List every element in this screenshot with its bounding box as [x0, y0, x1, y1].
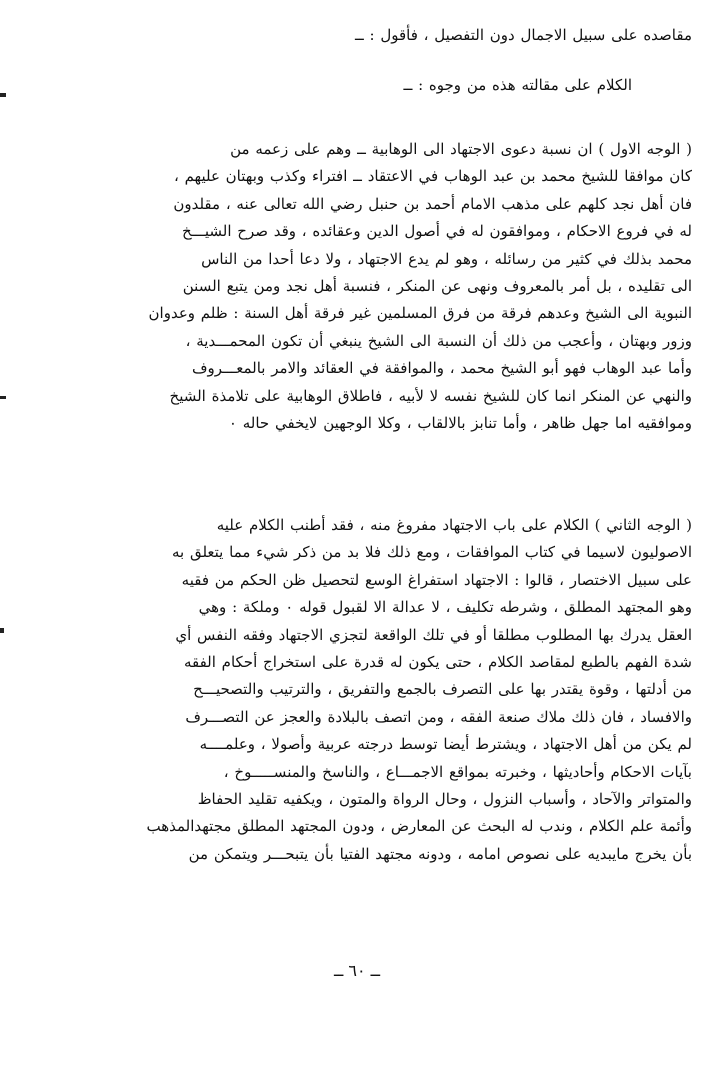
margin-scan-mark: [0, 628, 4, 633]
paragraph-line: له في فروع الاحكام ، وموافقون له في أصول الدين وعقائده ، وقد صرح الشيـــخ: [181, 222, 692, 241]
intro-text: [40, 22, 692, 100]
paragraph-line: العقل يدرك بها المطلوب مطلقا أو في تلك الواقعة لتجزي الاجتهاد وفقه النفس أي: [175, 625, 692, 644]
margin-scan-mark: [0, 396, 6, 399]
paragraph-line: والنهي عن المنكر انما كان للشيخ نفسه لا لأبيه ، فاطلاق الوهابية على تلامذة الشيخ: [169, 386, 692, 405]
paragraph-line: الى تقليده ، بل أمر بالمعروف ونهى عن المنكر ، فنسبة أهل نجد ومن يتبع السنن: [182, 276, 692, 295]
page-number: ــ ٦٠ ــ: [333, 961, 381, 980]
paragraph-first-aspect: [40, 136, 692, 437]
paragraph-line: على سبيل الاختصار ، قالوا : الاجتهاد استفراغ الوسع لتحصيل ظن الحكم من فقيه: [181, 570, 692, 589]
paragraph-line: لم يكن من أهل الاجتهاد ، ويشترط أيضا توسط درجته عربية وأصولا ، وعلمــــه: [199, 735, 692, 754]
paragraph-line: ( الوجه الاول ) ان نسبة دعوى الاجتهاد الى الوهابية ــ وهم على زعمه من: [230, 140, 692, 158]
paragraph-line: من أدلتها ، وقوة يقتدر بها على التصرف بالجمع والتفريق ، والترتيب والتصحيـــح: [193, 680, 692, 699]
paragraph-line: بآيات الاحكام وأحاديثها ، وخبرته بمواقع الاجمـــاع ، والناسخ والمنســـــوخ ،: [223, 762, 692, 781]
paragraph-line: والمتواتر والآحاد ، وأسباب النزول ، وحال الرواة والمتون ، ويكفيه تقليد الحفاظ: [197, 789, 692, 808]
paragraph-line: بأن يخرج مايبديه على نصوص امامه ، ودونه مجتهد الفتيا بأن يتبحـــر ويتمكن من: [188, 844, 692, 863]
paragraph-line: والافساد ، فان ذلك ملاك صنعة الفقه ، ومن اتصف بالبلادة والعجز عن التصـــرف: [185, 707, 692, 726]
intro-line: مقاصده على سبيل الاجمال دون التفصيل ، فأقول : ــ: [354, 26, 692, 44]
paragraph-line: كان موافقا للشيخ محمد بن عبد الوهاب في الاعتقاد ــ افتراء وكذب وبهتان عليهم ،: [173, 167, 692, 186]
paragraph-line: وأئمة علم الكلام ، وندب له البحث عن المعارض ، ودون المجتهد المطلق مجتهدالمذهب: [146, 817, 692, 836]
paragraph-line: الاصوليون لاسيما في كتاب الموافقات ، ومع ذلك فلا بد من ذكر شيء مما يتعلق به: [171, 543, 692, 562]
paragraph-line: وموافقيه اما جهل ظاهر ، وأما تنابز بالالقاب ، وكلا الوجهين لايخفي حاله ٠: [228, 413, 692, 432]
paragraph-line: وهو المجتهد المطلق ، وشرطه تكليف ، لا عدالة الا لقبول قوله ٠ وملكة : وهي: [198, 598, 692, 617]
paragraph-line: محمد بذلك في كثير من رسائله ، وهو لم يدع الاجتهاد ، ولا دعا أحدا من الناس: [201, 249, 692, 268]
paragraph-line: شدة الفهم بالطبع لمقاصد الكلام ، حتى يكون له قدرة على استخراج أحكام الفقه: [183, 652, 692, 671]
paragraph-line: وأما عبد الوهاب فهو أبو الشيخ محمد ، والموافقة في العقائد والامر بالمعـــروف: [191, 359, 692, 378]
paragraph-line: النبوية الى الشيخ وعدهم فرقة من فرق المسلمين غير فرقة أهل السنة : ظلم وعدوان: [148, 304, 692, 323]
paragraph-line: وزور وبهتان ، وأعجب من ذلك أن النسبة الى الشيخ ينبغي أن تكون المحمـــدية ،: [185, 331, 692, 350]
paragraph-line: فان أهل نجد كلهم على مذهب الامام أحمد بن حنبل رضي الله تعالى عنه ، مقلدون: [173, 194, 692, 213]
paragraph-line: ( الوجه الثاني ) الكلام على باب الاجتهاد مفروغ منه ، فقد أطنب الكلام عليه: [216, 516, 692, 534]
paragraph-second-aspect: [40, 512, 692, 868]
intro-line: الكلام على مقالته هذه من وجوه : ــ: [403, 76, 632, 95]
margin-scan-mark: [0, 93, 6, 97]
